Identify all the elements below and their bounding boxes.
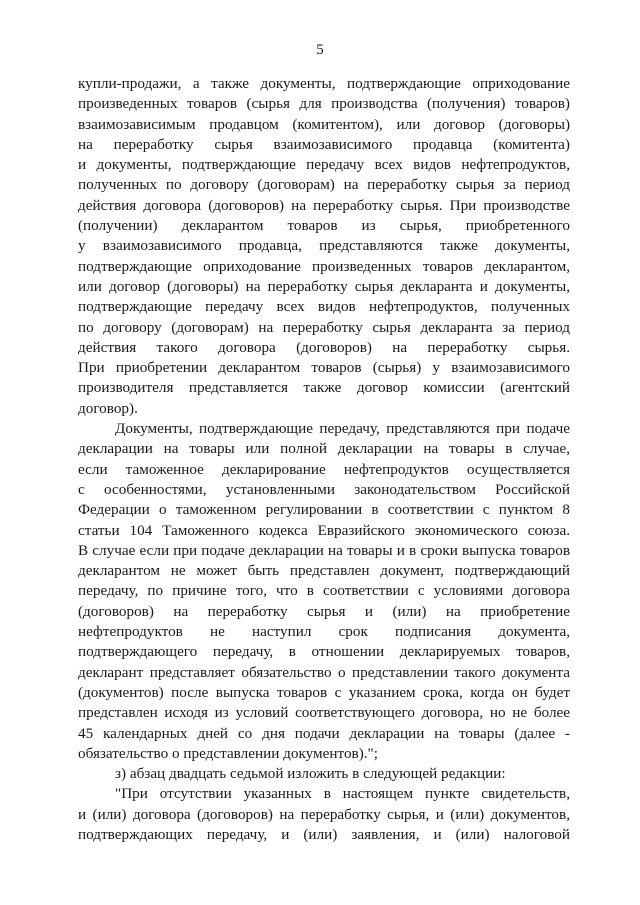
text-line: с особенностями, установленными законодательством Российской (78, 480, 570, 498)
text-line: нефтепродуктов не наступил срок подписания документа, (78, 623, 570, 641)
text-line: подтверждающие оприходование произведенных товаров декларантом, (78, 257, 570, 275)
text-line: з) абзац двадцать седьмой изложить в следующей редакции: (115, 765, 506, 783)
text-line: у взаимозависимого продавца, представляются также документы, (78, 237, 570, 255)
text-line: подтверждающего передачу, в отношении декларируемых товаров, (78, 643, 570, 661)
text-line: действия договора (договоров) на переработку сырья. При производстве (78, 196, 570, 214)
text-line: Документы, подтверждающие передачу, представляются при подаче (115, 420, 570, 438)
text-line: купли-продажи, а также документы, подтверждающие оприходование (78, 75, 570, 92)
text-line: 45 календарных дней со дня подачи декларации на товары (далее - (78, 724, 570, 742)
text-line: При приобретении декларантом товаров (сырья) у взаимозависимого (78, 359, 570, 377)
page-number: 5 (316, 42, 324, 58)
text-line: на переработку сырья взаимозависимого продавца (комитента) (78, 135, 570, 153)
text-line: подтверждающих передачу, и (или) заявления, и (или) налоговой (78, 825, 570, 843)
text-line: декларации на товары или полной декларации на товары в случае, (78, 440, 570, 458)
text-line: полученных по договору (договорам) на переработку сырья за период (78, 176, 570, 194)
text-line: В случае если при подаче декларации на товары и в сроки выпуска товаров (78, 541, 570, 559)
text-line: Федерации о таможенном регулировании в соответствии с пунктом 8 (78, 501, 570, 519)
text-line: если таможенное декларирование нефтепродуктов осуществляется (78, 460, 570, 478)
text-line: договор). (78, 399, 138, 417)
text-line: (документов) после выпуска товаров с указанием срока, когда он будет (78, 683, 570, 701)
text-line: и документы, подтверждающие передачу всех видов нефтепродуктов, (78, 156, 570, 174)
text-line: декларантом не может быть представлен документ, подтверждающий (78, 562, 570, 580)
text-line: передачу, по причине того, что в соответствии с условиями договора (78, 582, 570, 600)
text-line: по договору (договорам) на переработку сырья декларанта за период (78, 318, 570, 336)
text-line: обязательство о представлении документов)."; (78, 744, 378, 762)
document-body (78, 74, 570, 845)
text-line: и (или) договора (договоров) на переработку сырья, и (или) документов, (78, 805, 570, 823)
text-line: представлен исходя из условий соответствующего договора, но не более (78, 704, 570, 722)
text-line: (договоров) на переработку сырья и (или) на приобретение (78, 602, 570, 620)
text-line: (получении) декларантом товаров из сырья, приобретенного (78, 217, 570, 235)
text-line: или договор (договоры) на переработку сырья декларанта и документы, (78, 277, 570, 295)
text-line: "При отсутствии указанных в настоящем пункте свидетельств, (115, 785, 570, 803)
text-line: декларант представляет обязательство о представлении такого документа (78, 663, 570, 681)
text-line: производителя представляется также договор комиссии (агентский (78, 379, 570, 397)
text-line: действия такого договора (договоров) на переработку сырья. (78, 338, 570, 356)
text-line: произведенных товаров (сырья для производства (получения) товаров) (78, 95, 570, 113)
text-line: статьи 104 Таможенного кодекса Евразийского экономического союза. (78, 521, 570, 539)
text-line: подтверждающие передачу всех видов нефтепродуктов, полученных (78, 298, 570, 316)
text-line: взаимозависимым продавцом (комитентом), или договор (договоры) (78, 115, 570, 133)
